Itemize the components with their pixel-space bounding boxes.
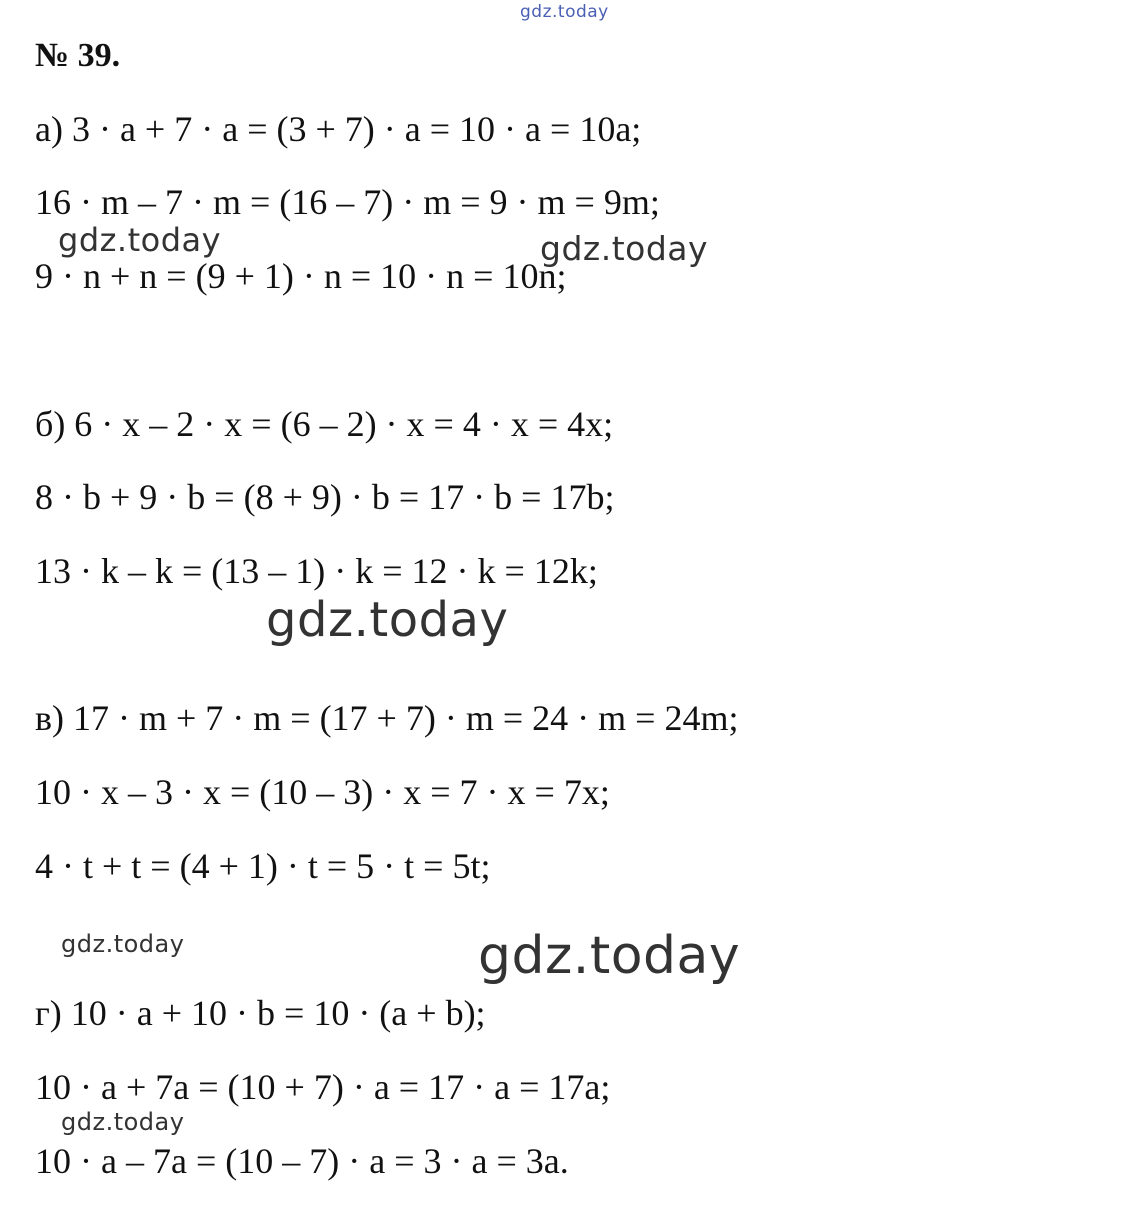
watermark: gdz.today [540,229,709,268]
watermark: gdz.today [478,926,741,986]
solution-line: 13 · k – k = (13 – 1) · k = 12 · k = 12k; [35,551,598,591]
exercise-title: № 39. [35,37,121,74]
solution-line: 16 · m – 7 · m = (16 – 7) · m = 9 · m = 9m; [35,182,660,222]
solution-line: 9 · n + n = (9 + 1) · n = 10 · n = 10n; [35,256,567,296]
watermark: gdz.today [58,221,222,259]
watermark: gdz.today [520,2,609,22]
solution-line: 8 · b + 9 · b = (8 + 9) · b = 17 · b = 17b; [35,477,615,517]
solution-line: г) 10 · a + 10 · b = 10 · (a + b); [35,993,486,1033]
solution-line: в) 17 · m + 7 · m = (17 + 7) · m = 24 · m = 24m; [35,698,739,738]
solution-line: 10 · a + 7a = (10 + 7) · a = 17 · a = 17a; [35,1067,611,1107]
solution-line: 10 · x – 3 · x = (10 – 3) · x = 7 · x = 7x; [35,772,610,812]
solution-line: 10 · a – 7a = (10 – 7) · a = 3 · a = 3a. [35,1141,569,1181]
watermark: gdz.today [61,1108,185,1136]
watermark: gdz.today [266,592,509,648]
solution-line: б) 6 · x – 2 · x = (6 – 2) · x = 4 · x = 4x; [35,404,614,444]
watermark: gdz.today [61,930,185,958]
solution-line: 4 · t + t = (4 + 1) · t = 5 · t = 5t; [35,846,491,886]
solution-line: а) 3 · a + 7 · a = (3 + 7) · a = 10 · a = 10a; [35,109,642,149]
